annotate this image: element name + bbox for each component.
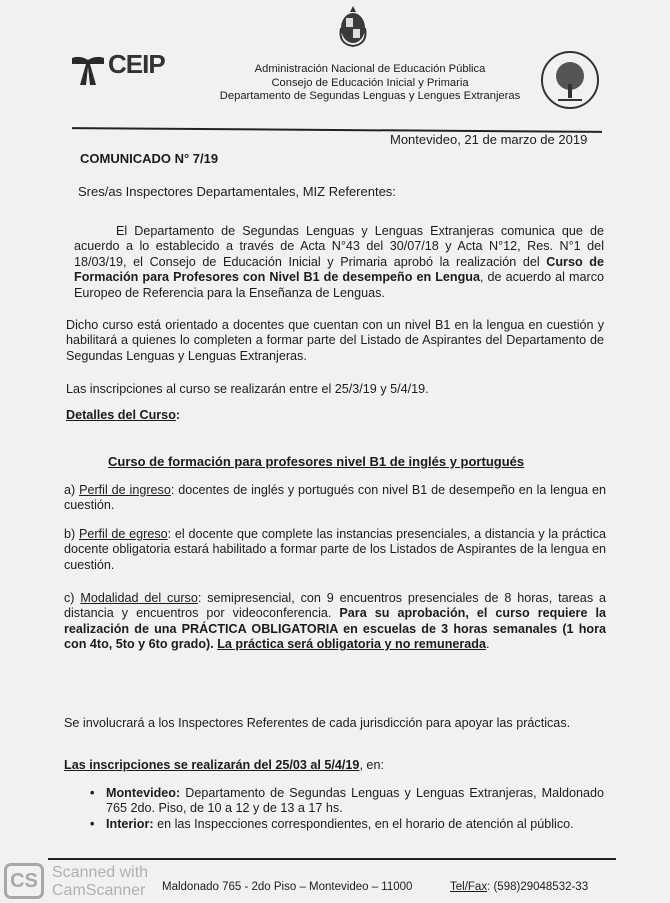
registration-heading-text: Las inscripciones se realizarán del 25/03 al 5/4/19 xyxy=(64,758,360,772)
details-heading xyxy=(66,408,180,423)
watermark-line-1: Scanned with xyxy=(52,864,149,881)
ceip-logo-text: CEIP xyxy=(108,49,165,79)
item-c xyxy=(64,591,606,653)
course-title xyxy=(108,454,524,469)
item-c-end: . xyxy=(486,637,490,652)
salutation: Sres/as Inspectores Departamentales, MIZ Referentes: xyxy=(78,184,396,199)
footer-tel-label: Tel/Fax xyxy=(450,881,488,893)
header-line-1: Administración Nacional de Educación Pública xyxy=(254,63,486,75)
item-c-text: : semipresencial, con 9 encuentros presenciales de 8 horas, tareas a distancia y encuentros por videoconferencia. xyxy=(64,591,606,621)
course-title-text: Curso de formación para profesores nivel B1 de inglés y portugués xyxy=(108,454,525,469)
item-b-prefix: b) xyxy=(64,527,79,541)
item-b-label: Perfil de egreso xyxy=(78,527,168,541)
header-line-3: Departamento de Segundas Lenguas y Lengues Extranjeras xyxy=(219,90,521,102)
paragraph-inspectors: Se involucrará a los Inspectores Referentes de cada jurisdicción para apoyar las prácticas. xyxy=(64,716,571,730)
document-title: COMUNICADO N° 7/19 xyxy=(80,151,219,166)
p1-text-end: , de acuerdo al marco Europeo de Referencia para la Enseñanza de Lenguas. xyxy=(74,270,604,300)
watermark-line-2: CamScanner xyxy=(52,882,146,899)
item-a-label: Perfil de ingreso xyxy=(79,483,171,497)
list-item xyxy=(80,786,604,817)
details-colon: : xyxy=(175,408,181,422)
department-seal xyxy=(532,50,608,110)
registration-suffix: , en: xyxy=(359,758,384,772)
list-item-text: en las Inspecciones correspondientes, en el horario de atención al público. xyxy=(153,816,574,831)
footer-address: Maldonado 765 - 2do Piso – Montevideo – 11000 xyxy=(162,881,413,893)
footer-tel-number: : (598)29048532-33 xyxy=(487,881,589,893)
item-a-prefix: a) xyxy=(64,483,80,497)
camscanner-badge: CS xyxy=(4,863,44,899)
footer-divider xyxy=(48,858,616,860)
list-item-label: Interior: xyxy=(106,816,154,831)
item-c-prefix: c) xyxy=(64,591,81,605)
item-b-text: : el docente que complete las instancias presenciales, a distancia y la práctica docente obligatoria estará habilitado a formar parte de los Listados de Aspirantes de la lengua en cuestión. xyxy=(64,527,606,572)
details-heading-text: Detalles del Curso xyxy=(66,408,176,422)
p1-text: El Departamento de Segundas Lenguas y Lenguas Extranjeras comunica que de acuerdo a lo establecido a través de Acta N°43 del 30/07/18 y Acta N°12, Res. N°1 del 18/03/19, el Consejo de Educación Inicial y Primaria aprobó la realización del xyxy=(74,224,604,269)
item-a-text: : docentes de inglés y portugués con nivel B1 de desempeño en la lengua en cuestión. xyxy=(64,483,606,513)
item-a xyxy=(64,483,606,514)
p1-course-name: Curso de Formación para Profesores con Nivel B1 de desempeño en Lengua xyxy=(74,254,604,285)
item-b xyxy=(64,527,606,573)
list-item-text: Departamento de Segundas Lenguas y Lenguas Extranjeras, Maldonado 765 2do. Piso, de 10 a 12 y de 13 a 17 hs. xyxy=(106,786,604,816)
list-item-label: Montevideo: xyxy=(106,786,181,800)
registration-heading xyxy=(64,758,384,773)
list-item xyxy=(80,817,604,832)
paragraph-dates: Las inscripciones al curso se realizarán entre el 25/3/19 y 5/4/19. xyxy=(66,382,429,396)
registration-list xyxy=(80,786,604,832)
item-c-bold-underline: La práctica será obligatoria y no remunerada xyxy=(217,637,486,652)
paragraph-orientation: Dicho curso está orientado a docentes que cuentan con un nivel B1 en la lengua en cuestión y habilitará a quienes lo completen a formar parte del Listado de Aspirantes del Departamento de Segundas Lenguas y Lenguas Extranjeras. xyxy=(66,318,604,363)
item-c-label: Modalidad del curso xyxy=(80,591,198,605)
document-date: Montevideo, 21 de marzo de 2019 xyxy=(390,132,588,147)
footer-phone xyxy=(450,880,588,895)
item-c-bold: Para su aprobación, el curso requiere la realización de una PRÁCTICA OBLIGATORIA en escuelas de 3 horas semanales (1 hora con 4to, 5to y 6to grado). xyxy=(64,606,606,652)
paragraph-announcement xyxy=(74,224,604,301)
national-coat-of-arms xyxy=(336,4,370,48)
camscanner-watermark xyxy=(52,864,148,900)
header-line-2: Consejo de Educación Inicial y Primaria xyxy=(271,76,469,89)
